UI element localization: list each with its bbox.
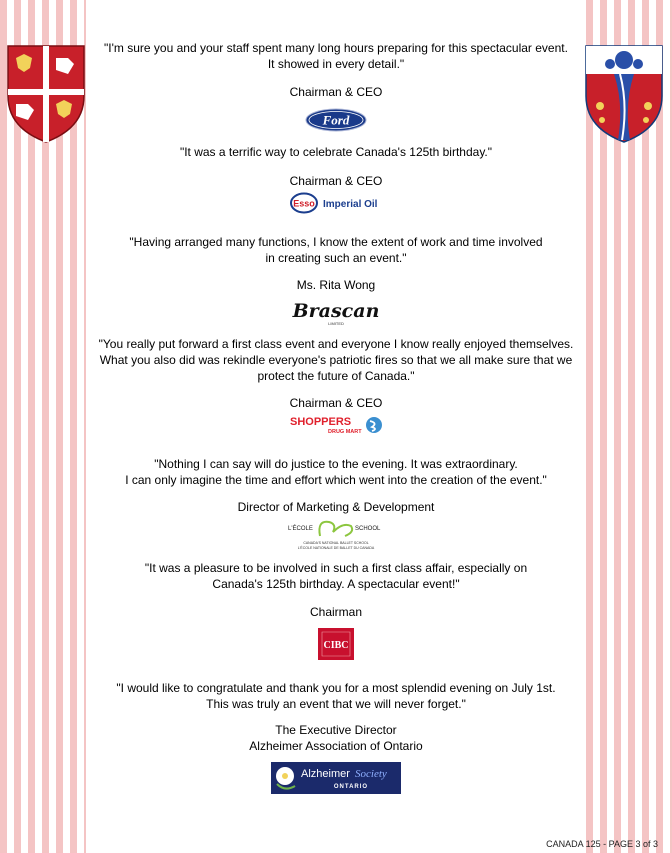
- brascan-logo: [287, 298, 385, 326]
- imperial-oil-logo-text: Imperial Oil: [323, 199, 378, 210]
- testimonial-attribution: Ms. Rita Wong: [296, 278, 376, 292]
- shoppers-logo-text: SHOPPERS: [290, 416, 352, 428]
- testimonial-quote: "Having arranged many functions, I know the extent of work and time involved in creating such an event.": [129, 235, 543, 265]
- ballet-school-text: SCHOOL: [355, 526, 381, 532]
- alzheimer-logo-text: Alzheimer: [301, 768, 350, 780]
- newfoundland-crest-icon: [6, 44, 86, 144]
- testimonial-quote: "I'm sure you and your staff spent many long hours preparing for this spectacular event. It showed in every detail.": [104, 41, 568, 71]
- esso-imperial-oil-logo: [290, 192, 382, 214]
- national-ballet-school-logo: [287, 518, 385, 554]
- testimonial-attribution: Chairman & CEO: [289, 174, 383, 188]
- drug-mart-logo-text: DRUG MART: [328, 429, 362, 435]
- testimonial-quote: "You really put forward a first class event and everyone I know really enjoyed themselves. What you also did was rekindle everyone's patriotic fires so that we all make sure that we protect the future of Canada.": [98, 337, 574, 383]
- testimonial-attribution: Chairman & CEO: [289, 396, 383, 410]
- testimonial-quote: "It was a terrific way to celebrate Canada's 125th birthday.": [179, 145, 493, 159]
- testimonial-quote: "I would like to congratulate and thank you for a most splendid evening on July 1st. This was truly an event that we will never forget.": [116, 681, 556, 711]
- brascan-limited-text: LIMITED: [328, 321, 344, 326]
- testimonial-quote: "It was a pleasure to be involved in such a first class affair, especially on Canada's 125th birthday. A spectacular event!": [144, 561, 528, 591]
- ballet-french-name: L'ÉCOLE NATIONALE DE BALLET DU CANADA: [297, 546, 375, 550]
- testimonial-quote: "Nothing I can say will do justice to the evening. It was extraordinary. I can only imagine the time and effort which went into the creation of the event.": [125, 457, 547, 487]
- ford-logo: [305, 108, 367, 132]
- ford-logo-text: Ford: [322, 112, 350, 128]
- society-logo-text: Society: [355, 768, 387, 780]
- ballet-english-name: CANADA'S NATIONAL BALLET SCHOOL: [303, 541, 369, 545]
- testimonial-attribution: Chairman & CEO: [289, 85, 383, 99]
- ontario-logo-text: ONTARIO: [333, 784, 369, 790]
- shoppers-drug-mart-logo: [288, 414, 384, 436]
- testimonial-attribution: The Executive Director Alzheimer Association of Ontario: [249, 723, 423, 753]
- testimonial-attribution: Chairman: [309, 605, 363, 619]
- testimonial-attribution: Director of Marketing & Development: [237, 500, 435, 514]
- ballet-ecole-text: L'ÉCOLE: [288, 526, 313, 532]
- alzheimer-society-ontario-logo: [271, 762, 401, 794]
- page-footer: CANADA 125 - PAGE 3 of 3: [546, 839, 658, 849]
- cibc-logo-text: CIBC: [323, 640, 349, 651]
- esso-logo-text: Esso: [293, 198, 315, 209]
- cibc-logo: [318, 628, 354, 660]
- yukon-crest-icon: [584, 44, 664, 144]
- brascan-logo-text: Brascan: [292, 300, 380, 322]
